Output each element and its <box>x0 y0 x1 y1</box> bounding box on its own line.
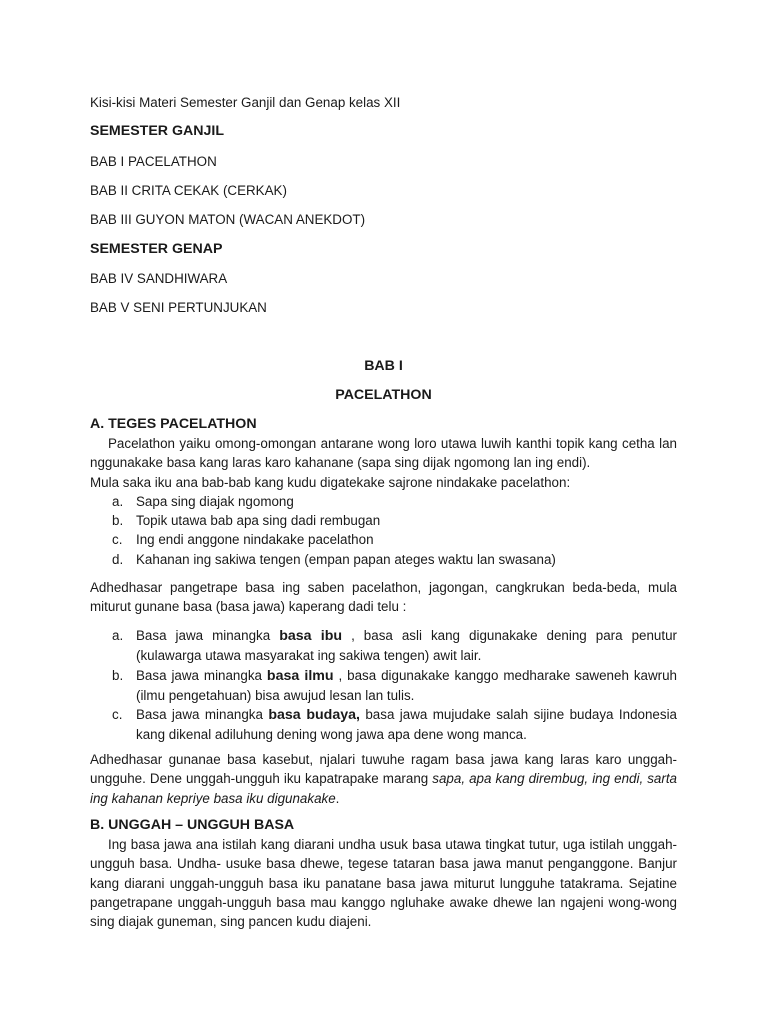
list-item <box>90 705 677 745</box>
chapter-name: PACELATHON <box>335 387 432 403</box>
chapter-number: BAB I <box>364 358 403 374</box>
list-marker: b. <box>112 667 124 683</box>
genap-item: BAB V SENI PERTUNJUKAN <box>90 300 267 315</box>
list-item-text: Topik utawa bab apa sing dadi rembugan <box>136 513 381 529</box>
genap-item: BAB IV SANDHIWARA <box>90 271 228 286</box>
paragraph-text: Adhedhasar gunanae basa kasebut, njalari tuwuhe ragam basa jawa kang laras karo unggah-ungguhe. Dene unggah-ungguh iku kapatrapake marang <box>90 752 677 787</box>
list-item-text: Basa jawa minangka <box>136 707 269 723</box>
section-a-paragraph <box>90 750 677 808</box>
list-item <box>90 550 677 569</box>
ganjil-item: BAB II CRITA CEKAK (CERKAK) <box>90 183 287 198</box>
list-item <box>90 530 677 549</box>
list-item-text: basa jawa mujudake salah sijine budaya Indonesia kang dikenal adiluhung dening wong jawa apa dene wong manca. <box>136 707 677 743</box>
bold-term: basa budaya, <box>268 707 360 724</box>
list-item-text: Basa jawa minangka <box>136 667 267 683</box>
document-title: Kisi-kisi Materi Semester Ganjil dan Genap kelas XII <box>90 95 401 110</box>
list-marker: a. <box>112 493 124 509</box>
section-b-paragraph <box>90 835 677 931</box>
bold-term: basa ilmu <box>266 667 334 684</box>
list-item <box>90 666 677 706</box>
list-item <box>90 626 677 666</box>
basa-jawa-functions-list <box>90 626 677 745</box>
list-item-text: , basa digunakake kanggo medharake saweneh kawruh (ilmu pengetahuan) bisa awujud lesan lan tulis. <box>136 667 677 703</box>
paragraph-text: . <box>335 790 340 806</box>
bold-term: basa ibu <box>279 628 343 644</box>
paragraph-text: Ing basa jawa ana istilah kang diarani undha usuk basa utawa tingkat tutur, uga istilah unggah-ungguh basa. Undha- usuke basa dhewe, tegese tataran basa jawa manut penganggone. Banjur kang diarani unggah-ungguh basa iku panatane basa jawa miturut lungguhe tatakrama. Sejatine pangetrapane unggah-ungguh basa mau kanggo ngluhake awake dhewe lan ngajeni wong-wong sing diajak guneman, sing pancen kudu diajeni. <box>90 837 677 930</box>
section-a-heading: A. TEGES PACELATHON <box>90 416 257 432</box>
semester-genap-heading: SEMESTER GENAP <box>90 241 223 257</box>
list-item-text: Basa jawa minangka <box>136 628 280 643</box>
section-a-paragraph: Adhedhasar pangetrape basa ing saben pacelathon, jagongan, cangkrukan beda-beda, mula miturut gunane basa (basa jawa) kaperang dadi telu : <box>90 580 677 615</box>
section-a-paragraph <box>90 434 677 473</box>
list-item <box>90 492 677 511</box>
italic-text: sapa, apa kang dirembug, ing endi, sarta ing kahanan kepriye basa iku digunakake <box>90 771 677 806</box>
list-marker: a. <box>112 628 124 643</box>
paragraph-text: Pacelathon yaiku omong-omongan antarane wong loro utawa luwih kanthi topik kang cetha lan nggunakake basa kang laras karo kahanane (sapa sing dijak ngomong lan ing endi). <box>90 436 677 471</box>
list-item <box>90 511 677 530</box>
list-marker: c. <box>112 532 123 548</box>
list-marker: d. <box>112 551 124 567</box>
ganjil-item: BAB I PACELATHON <box>90 154 217 169</box>
section-b-heading: B. UNGGAH – UNGGUH BASA <box>90 817 295 833</box>
list-item-text: Ing endi anggone nindakake pacelathon <box>136 532 374 548</box>
ganjil-item: BAB III GUYON MATON (WACAN ANEKDOT) <box>90 212 366 227</box>
section-a-paragraph: Mula saka iku ana bab-bab kang kudu digatekake sajrone nindakake pacelathon: <box>90 474 571 490</box>
pacelathon-points-list <box>90 492 677 569</box>
list-item-text: Kahanan ing sakiwa tengen (empan papan ateges waktu lan swasana) <box>136 551 556 567</box>
semester-ganjil-heading: SEMESTER GANJIL <box>90 123 225 139</box>
list-marker: c. <box>112 707 123 723</box>
list-item-text: Sapa sing diajak ngomong <box>136 493 294 509</box>
list-item-text: , basa asli kang digunakake dening para penutur (kulawarga utawa masyarakat ing sakiwa tengen) awit lair. <box>136 628 677 664</box>
list-marker: b. <box>112 513 124 529</box>
